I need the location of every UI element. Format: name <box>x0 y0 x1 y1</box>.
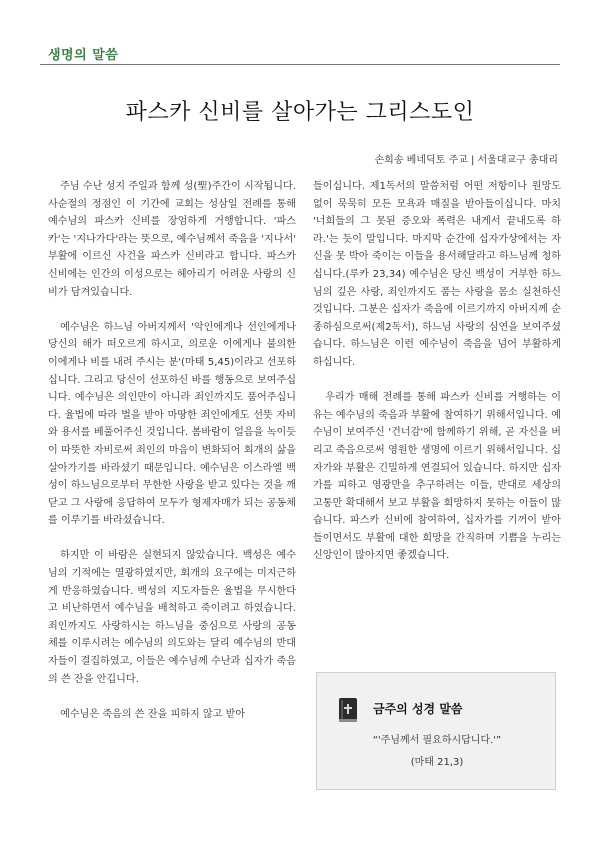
weekly-verse-reference: (마태 21,3) <box>410 757 464 768</box>
article-title: 파스카 신비를 살아가는 그리스도인 <box>125 100 475 125</box>
paragraph: 예수님은 하느님 아버지께서 '악인에게나 선인에게나 당신의 해가 떠오르게 하시고, 의로운 이에게나 불의한 이에게나 비를 내려 주시는 분'(마태 5,45)이라고 선포하십니다. 그리고 당신이 선포하신 바를 행동으로 보여주십니다. 예수님은 의인만이 아니라 죄인까지도 품어주십니다. 율법에 따라 벌을 받아 마땅한 죄인에게도 선뜻 자비와 용서를 베풀어주신 것입니다. 봄바람이 얼음을 녹이듯이 따뜻한 자비로써 죄인의 마음이 변화되어 회개의 삶을 살아가기를 바라셨기 때문입니다. 예수님은 이스라엘 백성이 하느님으로부터 무한한 사랑을 받고 있다는 것을 깨닫고 그 사랑에 응답하여 모두가 형제자매가 되는 공동체를 이루기를 바라셨습니다. <box>48 321 296 527</box>
section-label: 생명의 말씀 <box>48 48 119 63</box>
weekly-verse-box <box>316 672 556 790</box>
paragraph: 우리가 매해 전례를 통해 파스카 신비를 거행하는 이유는 예수님의 죽음과 부활에 참여하기 위해서입니다. 예수님이 보여주신 '건너감'에 함께하기 위해, 곧 자신을 버리고 죽음으로써 영원한 생명에 이르기 위해서입니다. 십자가와 부활은 긴밀하게 연결되어 있습니다. 하지만 십자가를 피하고 영광만을 추구하려는 이들, 반대로 세상의 고통만 확대해서 보고 부활을 희망하지 못하는 이들이 많습니다. 파스카 신비에 참여하여, 십자가를 기꺼이 받아들이면서도 부활에 대한 희망을 간직하며 기쁨을 누리는 신앙인이 많아지면 좋겠습니다. <box>313 392 561 562</box>
paragraph: 하지만 이 바람은 실현되지 않았습니다. 백성은 예수님의 기적에는 열광하였지만, 회개의 요구에는 미지근하게 반응하였습니다. 백성의 지도자들은 율법을 무시한다고 비난하면서 예수님을 배척하고 죽이려고 하였습니다. 죄인까지도 사랑하시는 하느님을 중심으로 사랑의 공동체를 이루시려는 예수님의 의도와는 달리 예수님의 반대자들이 결집하였고, 이들은 예수님께 수난과 십자가 죽음의 쓴 잔을 안깁니다. <box>48 550 296 685</box>
article-author: 손희송 베네딕토 주교 | 서울대교구 총대리 <box>374 155 558 166</box>
column-left <box>48 178 296 741</box>
paragraph: 들이십니다. 제1독서의 말씀처럼 어떤 저항이나 원망도 없이 묵묵히 모든 모욕과 매질을 받아들이십니다. 마치 '너희들의 그 못된 증오와 폭력은 내게서 끝내도록 하라.'는 듯이 말입니다. 마지막 순간에 십자가상에서는 자신을 못 박아 죽이는 이들을 용서해달라고 하느님께 청하십니다.(루카 23,34) 예수님은 당신 백성이 거부한 하느님의 깊은 사랑, 죄인까지도 품는 사랑을 몸소 실천하신 것입니다. 그분은 십자가 죽음에 이르기까지 아버지께 순종하심으로써(제2독서), 하느님 사랑의 심연을 보여주셨습니다. 하느님은 이런 예수님이 죽음을 넘어 부활하게 하십니다. <box>313 181 561 368</box>
column-right <box>313 178 561 583</box>
section-divider <box>40 64 560 65</box>
paragraph: 주님 수난 성지 주일과 함께 성(聖)주간이 시작됩니다. 사순절의 정점인 이 기간에 교회는 성삼일 전례를 통해 예수님의 파스카 신비를 장엄하게 거행합니다. '파스카'는 '지나가다'라는 뜻으로, 예수님께서 죽음을 '지나서' 부활에 이르신 사건을 파스카 신비라고 합니다. 파스카 신비에는 인간의 이성으로는 헤아리기 어려운 사랑의 신비가 담겨있습니다. <box>48 181 296 298</box>
bible-book-icon <box>337 697 359 723</box>
weekly-verse-quote: “'주님께서 필요하시답니다.'” <box>372 735 502 746</box>
paragraph: 예수님은 죽음의 쓴 잔을 피하지 않고 받아 <box>60 708 246 720</box>
weekly-verse-title: 금주의 성경 말씀 <box>373 702 463 716</box>
